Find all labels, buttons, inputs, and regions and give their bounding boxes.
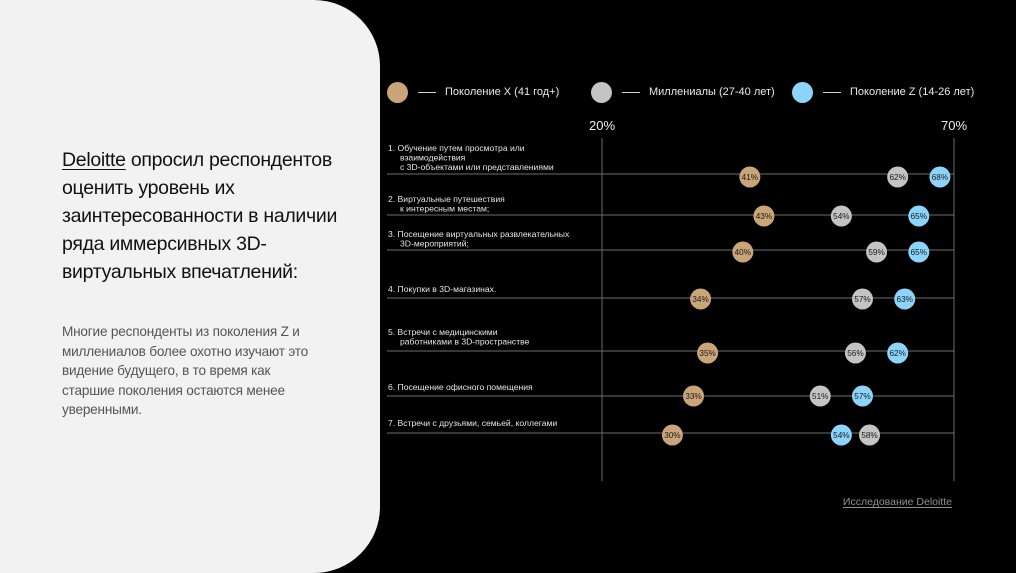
data-label: 54% [833, 212, 850, 221]
category-label: 1. Обучение путем просмотра или взаимодействия с 3D-объектами или представлениями [388, 143, 554, 173]
data-label: 51% [812, 392, 829, 401]
legend-label: Поколение Z (14-26 лет) [850, 86, 975, 98]
headline-text: опросил респондентов оценить уровень их заинтересованности в наличии ряда иммерсивных 3D-виртуальных впечатлений: [62, 149, 338, 283]
category-label: 4. Покупки в 3D-магазинах. [388, 284, 497, 294]
category-label: 6. Посещение офисного помещения [388, 382, 533, 392]
data-label: 35% [699, 349, 716, 358]
legend-label: Миллениалы (27-40 лет) [649, 86, 775, 98]
data-label: 40% [734, 248, 751, 257]
category-label: 5. Встречи с медицинскими работниками в 3D-пространстве [388, 327, 530, 347]
data-label: 57% [854, 392, 871, 401]
legend-label: Поколение X (41 год+) [445, 86, 560, 98]
data-label: 65% [910, 212, 927, 221]
category-label: 3. Посещение виртуальных развлекательных 3D-мероприятий; [388, 229, 570, 249]
headline-brand-link[interactable]: Deloitte [62, 149, 126, 171]
x-tick-label: 70% [940, 118, 968, 133]
data-label: 65% [910, 248, 927, 257]
data-label: 56% [847, 349, 864, 358]
x-tick-label: 20% [588, 118, 616, 133]
source-link[interactable]: Исследование Deloitte [842, 496, 952, 508]
body-text: Многие респонденты из поколения Z и миллениалов более охотно изучают это видение будущего, в то время как старшие поколения остаются менее уверенными. [62, 324, 309, 418]
data-label: 62% [889, 349, 906, 358]
data-label: 59% [868, 248, 885, 257]
data-label: 41% [741, 173, 759, 182]
category-label: 7. Встречи с друзьями, семьей, коллегами [388, 418, 558, 428]
data-label: 30% [664, 431, 681, 440]
data-label: 43% [755, 212, 773, 221]
data-label: 62% [889, 173, 906, 182]
data-label: 63% [896, 295, 913, 304]
data-label: 58% [861, 431, 878, 440]
data-label: 57% [854, 295, 871, 304]
data-label: 54% [833, 431, 850, 440]
data-label: 33% [685, 392, 702, 401]
category-label: 2. Виртуальные путешествия к интересным местам; [388, 194, 505, 214]
data-label: 34% [692, 295, 709, 304]
data-label: 68% [931, 173, 949, 182]
